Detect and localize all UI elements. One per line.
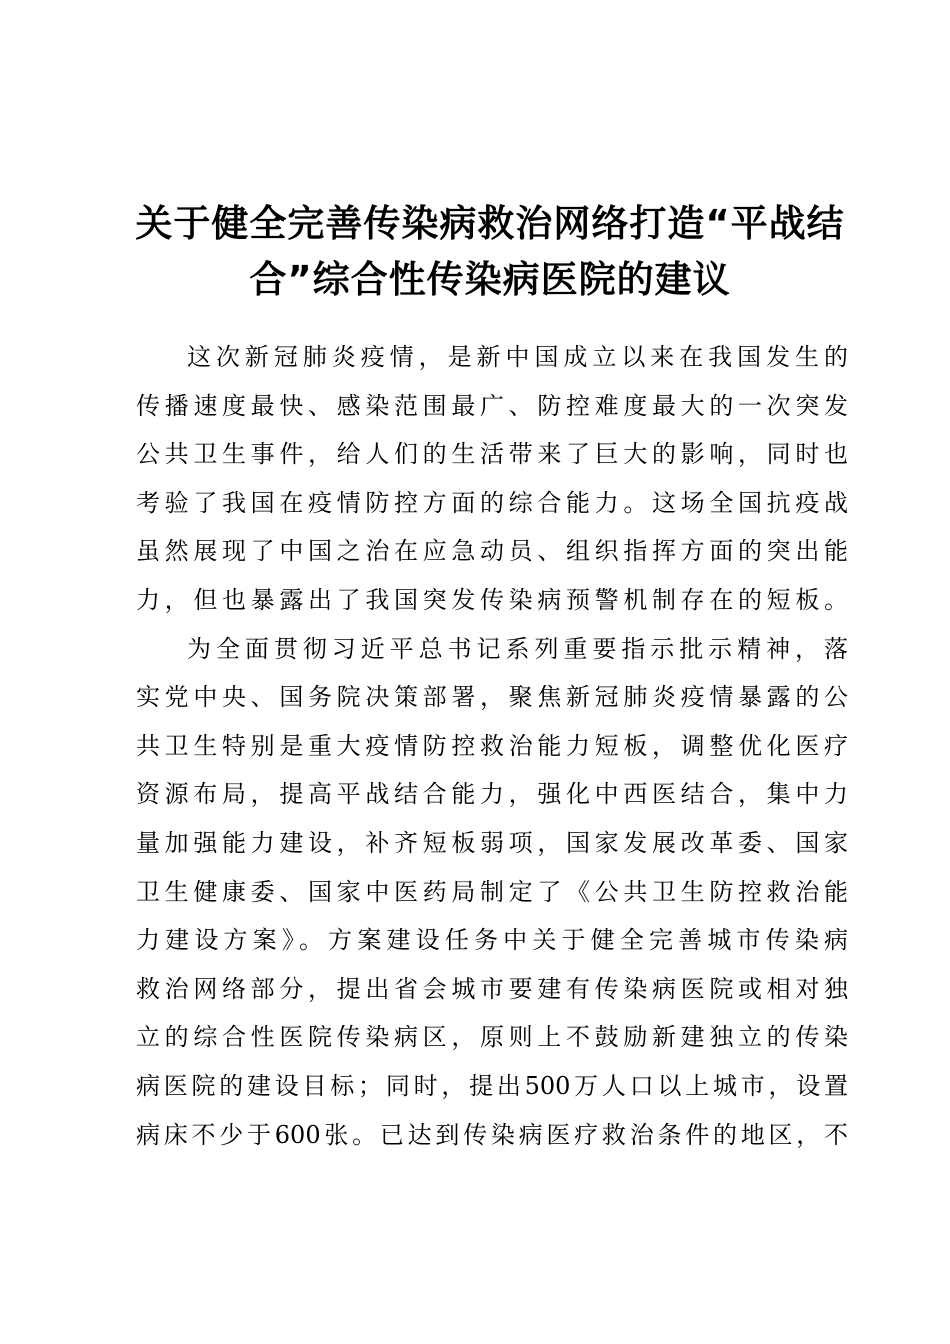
text-line: 救治网络部分，提出省会城市要建有传染病医院或相对独: [136, 974, 848, 1003]
text-line: 病床不少于600张。已达到传染病医疗救治条件的地区，不: [136, 1120, 848, 1149]
title-line: 合”综合性传染病医院的建议: [249, 258, 731, 301]
paragraph-2: [136, 625, 848, 1160]
paragraph-1: [136, 333, 848, 625]
text-line: 虽然展现了中国之治在应急动员、组织指挥方面的突出能: [136, 537, 848, 566]
title-line: 关于健全完善传染病救治网络打造“平战结: [135, 202, 845, 245]
text-line: 共卫生特别是重大疫情防控救治能力短板，调整优化医疗: [136, 731, 848, 760]
text-line: 立的综合性医院传染病区，原则上不鼓励新建独立的传染: [136, 1023, 848, 1052]
text-line: 考验了我国在疫情防控方面的综合能力。这场全国抗疫战: [136, 488, 848, 517]
document-title: [120, 196, 860, 308]
text-line: 这次新冠肺炎疫情，是新中国成立以来在我国发生的: [187, 343, 848, 371]
text-line: 量加强能力建设，补齐短板弱项，国家发展改革委、国家: [136, 828, 848, 857]
text-line: 传播速度最快、感染范围最广、防控难度最大的一次突发: [136, 391, 848, 420]
text-line: 为全面贯彻习近平总书记系列重要指示批示精神，落: [187, 634, 848, 663]
text-line: 资源布局，提高平战结合能力，强化中西医结合，集中力: [136, 780, 848, 809]
text-line: 卫生健康委、国家中医药局制定了《公共卫生防控救治能: [136, 877, 848, 906]
document-body: [136, 333, 848, 1159]
text-line: 病医院的建设目标；同时，提出500万人口以上城市，设置: [136, 1071, 848, 1100]
text-line: 实党中央、国务院决策部署，聚焦新冠肺炎疫情暴露的公: [136, 683, 848, 712]
text-line: 力，但也暴露出了我国突发传染病预警机制存在的短板。: [136, 585, 848, 614]
text-line: 公共卫生事件，给人们的生活带来了巨大的影响，同时也: [136, 440, 848, 469]
text-line: 力建设方案》。方案建设任务中关于健全完善城市传染病: [136, 926, 848, 955]
